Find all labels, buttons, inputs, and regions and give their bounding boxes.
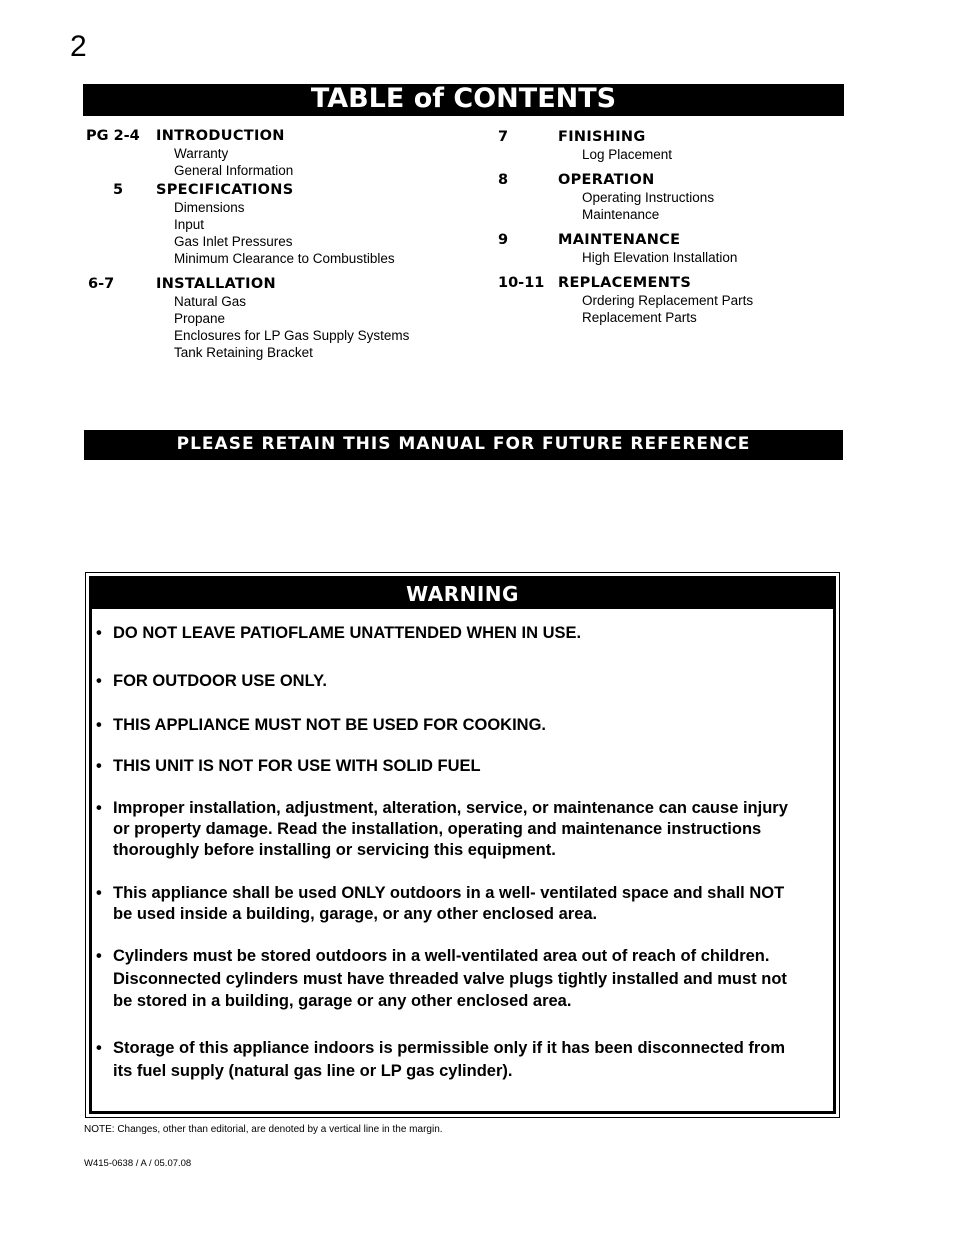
- toc-subitem: Warranty: [174, 146, 229, 161]
- toc-subitem: Minimum Clearance to Combustibles: [174, 251, 395, 266]
- warning-item-text: thoroughly before installing or servicing this equipment.: [113, 841, 556, 859]
- toc-section-title: MAINTENANCE: [558, 232, 681, 248]
- document-id: W415-0638 / A / 05.07.08: [84, 1158, 192, 1169]
- toc-section-title: FINISHING: [558, 129, 646, 145]
- toc-section-title: SPECIFICATIONS: [156, 182, 294, 198]
- warning-item-text: its fuel supply (natural gas line or LP gas cylinder).: [113, 1062, 513, 1080]
- toc-page-number: 7: [498, 129, 509, 145]
- warning-item: [96, 798, 826, 861]
- toc-subitem: Enclosures for LP Gas Supply Systems: [174, 328, 410, 343]
- warning-item-text: Storage of this appliance indoors is permissible only if it has been disconnected from: [113, 1039, 786, 1057]
- toc-page-number: 10-11: [498, 275, 545, 291]
- warning-item-text: FOR OUTDOOR USE ONLY.: [113, 672, 327, 690]
- toc-subitem: Log Placement: [582, 147, 673, 162]
- bullet-icon: •: [96, 757, 102, 775]
- revision-note: NOTE: Changes, other than editorial, are denoted by a vertical line in the margin.: [84, 1124, 443, 1135]
- toc-section-title: INSTALLATION: [156, 276, 276, 292]
- toc-section-title: OPERATION: [558, 172, 655, 188]
- bullet-icon: •: [96, 947, 102, 965]
- page-number: 2: [70, 30, 87, 63]
- toc-subitem: Replacement Parts: [582, 310, 697, 325]
- warning-item-text: be used inside a building, garage, or any other enclosed area.: [113, 905, 598, 923]
- toc-page-number: 5: [113, 182, 124, 198]
- warning-item-text: Improper installation, adjustment, alteration, service, or maintenance can cause injury: [113, 799, 788, 817]
- toc-page-number: 8: [498, 172, 509, 188]
- toc-subitem: Maintenance: [582, 207, 660, 222]
- warning-item-text: Cylinders must be stored outdoors in a well-ventilated area out of reach of children.: [113, 947, 770, 965]
- bullet-icon: •: [96, 716, 102, 734]
- toc-subitem: Operating Instructions: [582, 190, 715, 205]
- warning-title: WARNING: [92, 579, 833, 609]
- bullet-icon: •: [96, 884, 102, 902]
- warning-item: [96, 945, 826, 1013]
- retain-manual-banner: PLEASE RETAIN THIS MANUAL FOR FUTURE REFERENCE: [84, 430, 843, 460]
- warning-item-text: THIS UNIT IS NOT FOR USE WITH SOLID FUEL: [113, 757, 481, 775]
- toc-page-number: PG 2-4: [86, 128, 140, 144]
- toc-subitem: Gas Inlet Pressures: [174, 234, 293, 249]
- warning-item-text: be stored in a building, garage or any other enclosed area.: [113, 992, 572, 1010]
- bullet-icon: •: [96, 624, 102, 642]
- toc-title: TABLE of CONTENTS: [83, 84, 844, 116]
- bullet-icon: •: [96, 799, 102, 817]
- toc-subitem: Ordering Replacement Parts: [582, 293, 754, 308]
- toc-subitem: Natural Gas: [174, 294, 247, 309]
- bullet-icon: •: [96, 672, 102, 690]
- warning-item-text: DO NOT LEAVE PATIOFLAME UNATTENDED WHEN IN USE.: [113, 624, 582, 642]
- warning-item: [96, 671, 826, 692]
- warning-item: [96, 623, 826, 644]
- toc-section-title: REPLACEMENTS: [558, 275, 692, 291]
- toc-page-number: 9: [498, 232, 509, 248]
- toc-subitem: Propane: [174, 311, 226, 326]
- toc-section-title: INTRODUCTION: [156, 128, 285, 144]
- warning-item: [96, 1037, 826, 1083]
- warning-item-text: or property damage. Read the installation, operating and maintenance instructions: [113, 820, 762, 838]
- toc-page-number: 6-7: [88, 276, 115, 292]
- warning-item: [96, 756, 826, 777]
- toc-subitem: Tank Retaining Bracket: [174, 345, 313, 360]
- toc-subitem: Dimensions: [174, 200, 245, 215]
- toc-subitem: Input: [174, 217, 205, 232]
- warning-item-text: This appliance shall be used ONLY outdoors in a well- ventilated space and shall NOT: [113, 884, 785, 902]
- warning-item-text: THIS APPLIANCE MUST NOT BE USED FOR COOKING.: [113, 716, 546, 734]
- warning-item: [96, 883, 826, 925]
- toc-subitem: High Elevation Installation: [582, 250, 738, 265]
- warning-item: [96, 715, 826, 736]
- bullet-icon: •: [96, 1039, 102, 1057]
- warning-item-text: Disconnected cylinders must have threaded valve plugs tightly installed and must not: [113, 969, 787, 988]
- toc-subitem: General Information: [174, 163, 294, 178]
